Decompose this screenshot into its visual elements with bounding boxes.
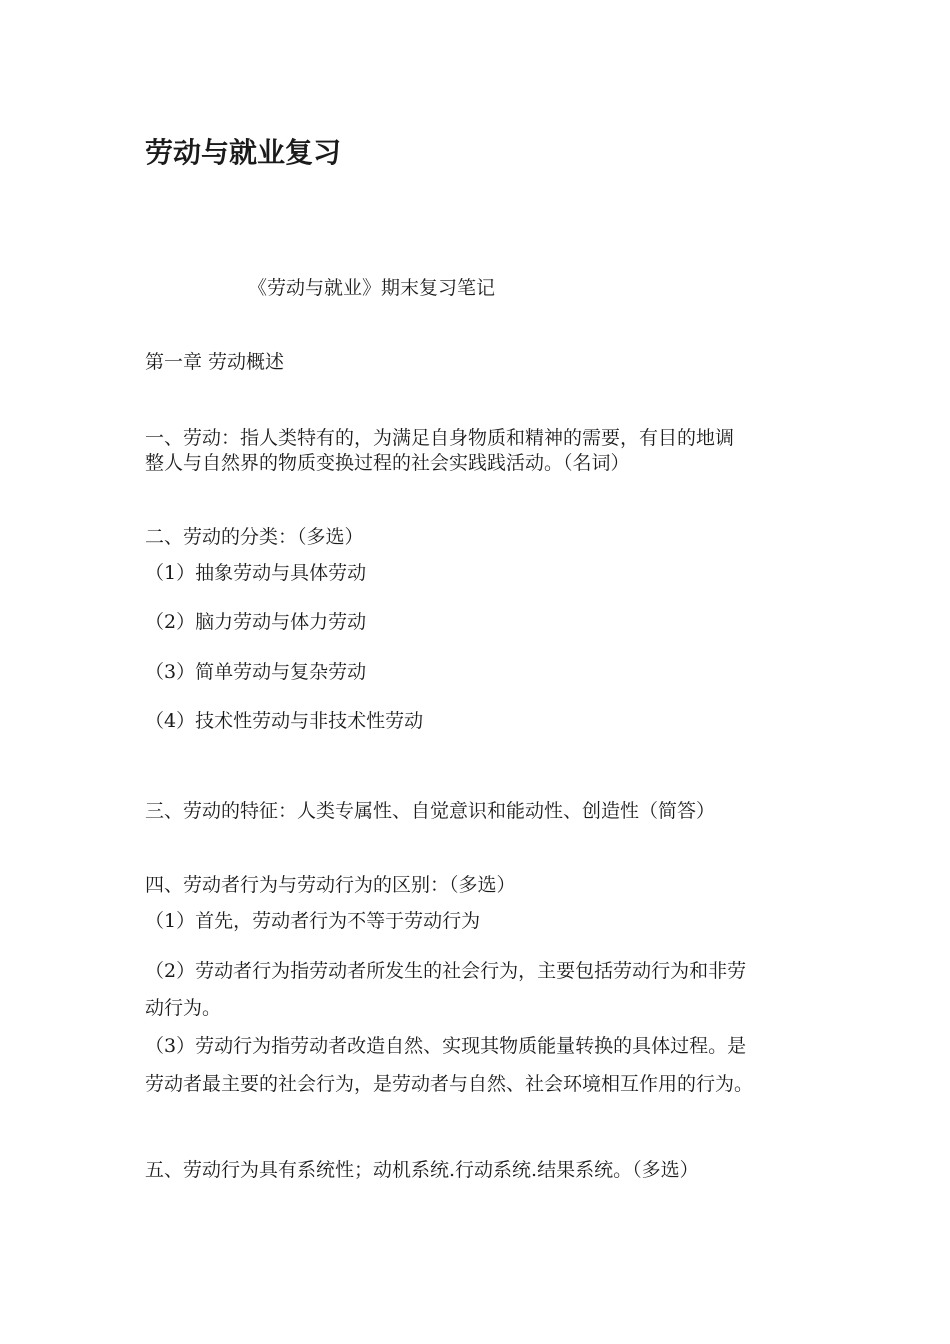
section-2-heading: 二、劳动的分类：（多选） xyxy=(145,526,364,548)
chapter-heading: 第一章 劳动概述 xyxy=(145,351,285,373)
section-4-heading: 四、劳动者行为与劳动行为的区别：（多选） xyxy=(145,874,516,896)
section-1-line-1: 一、劳动：指人类特有的，为满足自身物质和精神的需要，有目的地调 xyxy=(145,427,735,449)
section-2-item-2: （2）脑力劳动与体力劳动 xyxy=(145,611,367,633)
section-4-item-2-line-1: （2）劳动者行为指劳动者所发生的社会行为，主要包括劳动行为和非劳 xyxy=(145,960,747,982)
section-2-item-1: （1）抽象劳动与具体劳动 xyxy=(145,562,367,584)
section-5: 五、劳动行为具有系统性；动机系统.行动系统.结果系统。（多选） xyxy=(145,1159,699,1181)
section-4-item-1: （1）首先，劳动者行为不等于劳动行为 xyxy=(145,910,481,932)
document-subtitle: 《劳动与就业》期末复习笔记 xyxy=(248,277,496,299)
section-2-item-4: （4）技术性劳动与非技术性劳动 xyxy=(145,710,424,732)
document-title: 劳动与就业复习 xyxy=(145,136,342,169)
section-4-item-3-line-2: 劳动者最主要的社会行为，是劳动者与自然、社会环境相互作用的行为。 xyxy=(145,1073,754,1095)
section-1-line-2: 整人与自然界的物质变换过程的社会实践践活动。（名词） xyxy=(145,452,630,474)
section-3: 三、劳动的特征：人类专属性、自觉意识和能动性、创造性（简答） xyxy=(145,800,716,822)
section-2-item-3: （3）简单劳动与复杂劳动 xyxy=(145,661,367,683)
section-4-item-2-line-2: 动行为。 xyxy=(145,997,222,1019)
section-4-item-3-line-1: （3）劳动行为指劳动者改造自然、实现其物质能量转换的具体过程。是 xyxy=(145,1035,747,1057)
